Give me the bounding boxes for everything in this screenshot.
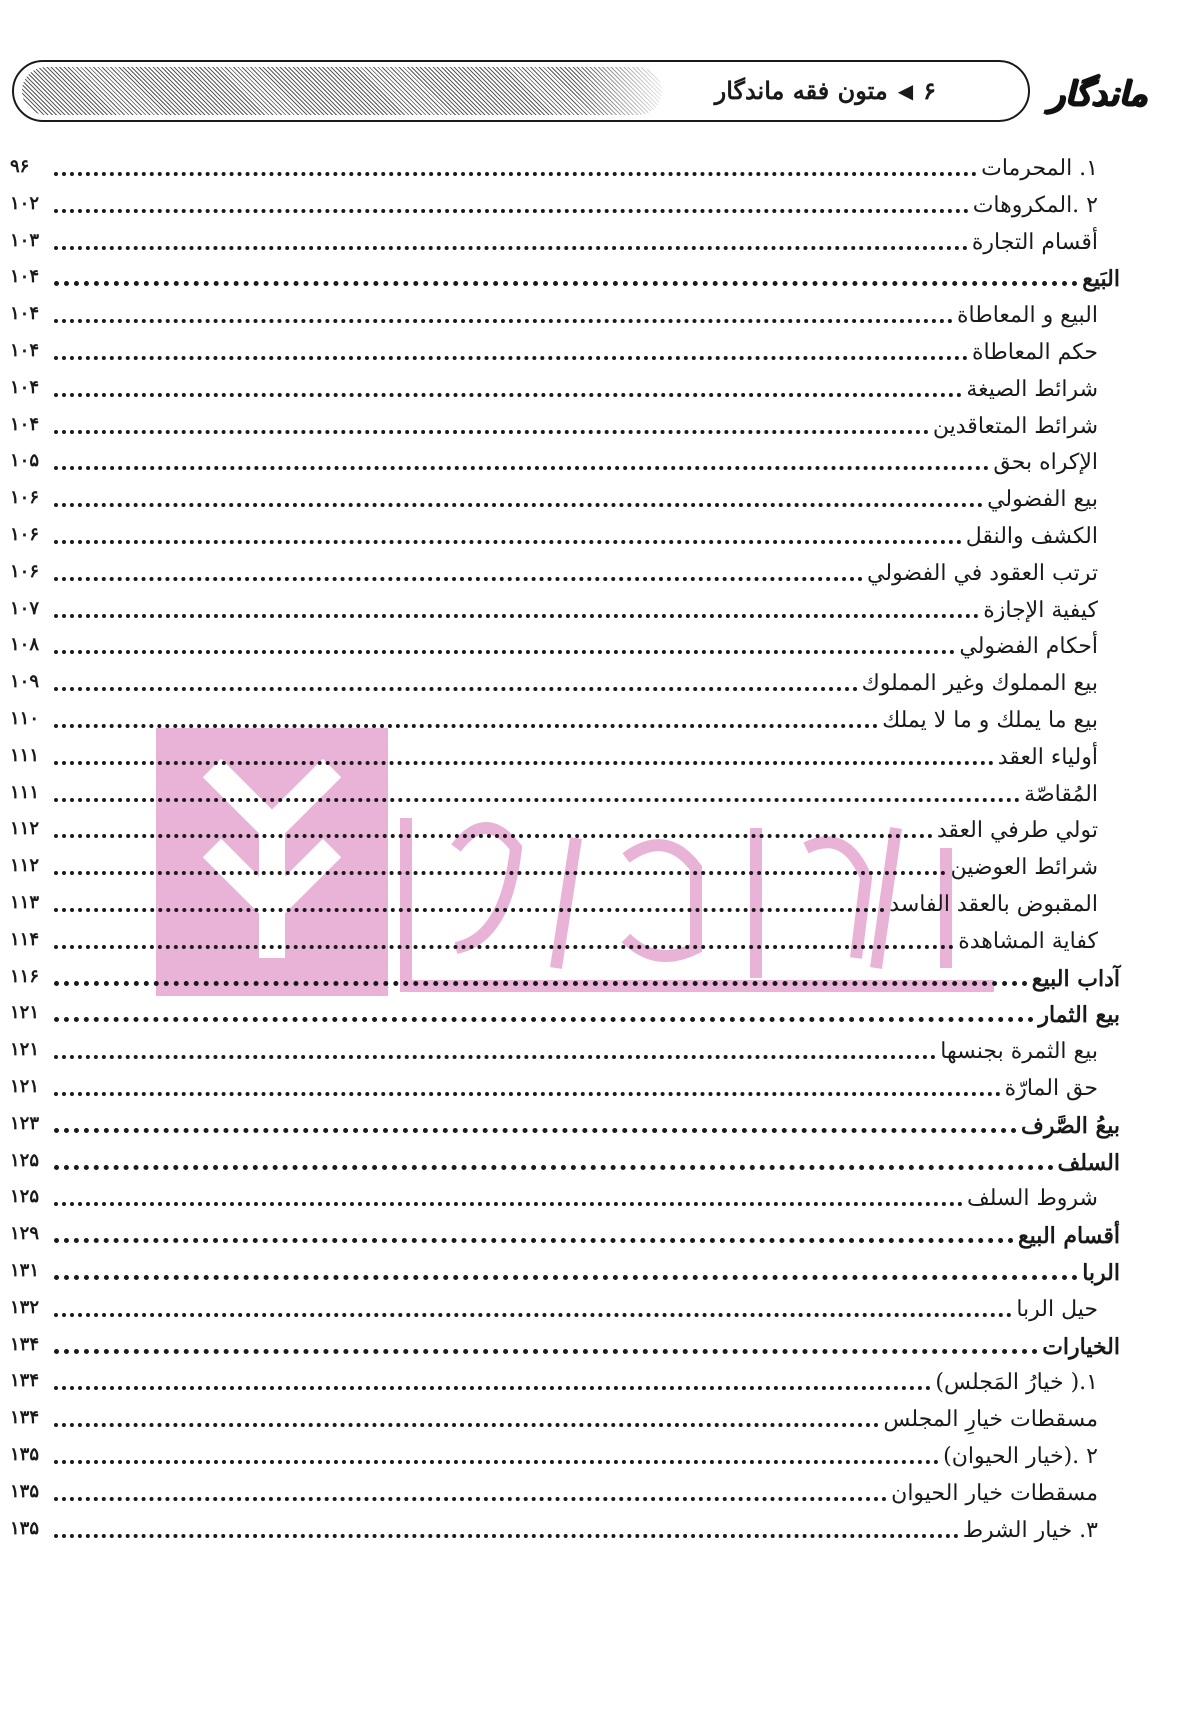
toc-entry-title: حيل الربا	[1016, 1297, 1098, 1322]
dot-leader	[54, 761, 994, 765]
toc-entry-title: آداب البيع	[1031, 966, 1120, 992]
toc-entry-page: ۱۰۸	[10, 634, 40, 655]
toc-entry-page: ۱۲۱	[10, 1002, 40, 1023]
toc-entry-title: حق المارّة	[1004, 1076, 1098, 1101]
book-title: متون فقه ماندگار	[714, 76, 888, 105]
arrow-left-icon: ◀	[897, 78, 914, 103]
toc-entry	[10, 737, 1098, 775]
toc-entry-title: تولي طرفي العقد	[936, 818, 1098, 843]
toc-entry	[10, 442, 1098, 480]
toc-entry	[10, 774, 1098, 812]
dot-leader	[54, 724, 878, 728]
page-header	[12, 56, 1164, 134]
toc-entry	[10, 1289, 1098, 1327]
running-head	[715, 76, 936, 105]
toc-entry-page: ۱۰۴	[10, 414, 40, 435]
toc-entry-title: ١. المحرمات	[981, 156, 1098, 181]
toc-entry-page: ۱۰۹	[10, 671, 40, 692]
toc-entry-title: بيع الفضولي	[987, 487, 1098, 512]
toc-entry-page: ۱۲۹	[10, 1223, 40, 1244]
page-number: ۶	[923, 76, 936, 105]
toc-entry-page: ۱۰۴	[10, 303, 40, 324]
toc-entry-title: شرائط المتعاقدين	[932, 414, 1098, 439]
toc-entry-title: الربا	[1082, 1260, 1120, 1286]
toc-entry	[10, 590, 1098, 628]
dot-leader	[54, 1128, 1017, 1133]
toc-entry	[10, 1436, 1098, 1474]
dot-leader	[54, 1386, 931, 1390]
toc-entry-page: ۱۲۵	[10, 1150, 40, 1171]
dot-leader	[54, 834, 933, 838]
dot-leader	[54, 246, 968, 250]
toc-entry-title: ٣. خيار الشرط	[962, 1518, 1098, 1543]
toc-entry-title: أقسام البيع	[1017, 1223, 1120, 1249]
dot-leader	[54, 1092, 1001, 1096]
toc-entry-title: بيع الثمرة بجنسها	[940, 1039, 1098, 1064]
toc-entry-page: ۱۰۴	[10, 377, 40, 398]
toc-entry-title: بيع الثمار	[1038, 1002, 1120, 1028]
dot-leader	[54, 1238, 1014, 1243]
toc-entry-page: ۱۲۱	[10, 1076, 40, 1097]
dot-leader	[54, 650, 955, 654]
toc-entry-title: مسقطات خيارِ المجلس	[883, 1407, 1098, 1432]
toc-entry-page: ۱۰۴	[10, 340, 40, 361]
toc-entry	[10, 958, 1120, 996]
toc-entry	[10, 700, 1098, 738]
dot-leader	[54, 1055, 936, 1059]
toc-entry	[10, 1326, 1120, 1364]
toc-entry-title: ترتب العقود في الفضولي	[867, 561, 1098, 586]
dot-leader	[54, 981, 1028, 986]
toc-entry-title: بيع ما يملك و ما لا يملك	[882, 708, 1098, 733]
toc-entry-page: ۱۱۰	[10, 708, 40, 729]
header-hatch-pattern	[22, 67, 662, 115]
toc-entry-page: ۱۱۱	[10, 745, 40, 766]
dot-leader	[54, 614, 979, 618]
toc-entry-title: المُقاصّة	[1024, 782, 1098, 807]
dot-leader	[54, 1497, 887, 1501]
toc-entry-page: ۱۱۱	[10, 782, 40, 803]
toc-entry	[10, 1142, 1120, 1180]
toc-entry-title: ٢ .المكروهات	[972, 193, 1098, 218]
dot-leader	[54, 1202, 963, 1206]
toc-entry-title: ١.( خيارُ المَجلس)	[935, 1370, 1098, 1395]
toc-entry	[10, 1031, 1098, 1069]
dot-leader	[54, 172, 977, 176]
toc-entry	[10, 1252, 1120, 1290]
toc-entry-title: المقبوض بالعقد الفاسد	[889, 892, 1098, 917]
dot-leader	[54, 503, 983, 507]
toc-entry-title: الخيارات	[1042, 1334, 1120, 1360]
toc-entry	[10, 847, 1098, 885]
toc-entry	[10, 222, 1098, 260]
toc-entry	[10, 553, 1098, 591]
toc-entry-page: ۱۲۵	[10, 1186, 40, 1207]
toc-entry-page: ۱۱۲	[10, 818, 40, 839]
toc-entry	[10, 516, 1098, 554]
dot-leader	[54, 1349, 1038, 1354]
toc-entry-page: ۱۰۵	[10, 450, 40, 471]
toc-entry	[10, 1105, 1120, 1143]
toc-entry	[10, 1399, 1098, 1437]
toc-entry	[10, 1215, 1120, 1253]
header-band	[12, 60, 1030, 122]
toc-entry-page: ۱۳۱	[10, 1260, 40, 1281]
toc-entry-page: ۱۳۲	[10, 1297, 40, 1318]
toc-entry-title: بيعُ الصَّرف	[1021, 1113, 1120, 1139]
dot-leader	[54, 798, 1020, 802]
toc-entry-page: ۱۱۳	[10, 892, 40, 913]
dot-leader	[54, 908, 885, 912]
toc-entry-page: ۱۳۵	[10, 1444, 40, 1465]
dot-leader	[54, 466, 989, 470]
toc-entry	[10, 994, 1120, 1032]
dot-leader	[54, 393, 962, 397]
toc-entry-title: أولياء العقد	[997, 745, 1098, 770]
toc-entry-page: ۱۳۴	[10, 1334, 40, 1355]
toc-entry-page: ۱۳۵	[10, 1481, 40, 1502]
toc-entry-title: الإكراه بحق	[993, 450, 1098, 475]
toc-entry-title: الكشف والنقل	[965, 524, 1098, 549]
dot-leader	[54, 1423, 879, 1427]
toc-entry-page: ۱۰۳	[10, 230, 40, 251]
toc-entry-title: شرائط الصيغة	[966, 377, 1098, 402]
toc-entry	[10, 369, 1098, 407]
dot-leader	[54, 319, 953, 323]
dot-leader	[54, 945, 954, 949]
toc-entry	[10, 884, 1098, 922]
dot-leader	[54, 430, 929, 434]
toc-entry-page: ۱۲۳	[10, 1113, 40, 1134]
toc-entry-title: أحكام الفضولي	[959, 634, 1098, 659]
toc-entry-title: مسقطات خيار الحيوان	[891, 1481, 1098, 1506]
toc-entry	[10, 185, 1098, 223]
toc-entry	[10, 810, 1098, 848]
toc-entry-page: ۱۲۱	[10, 1039, 40, 1060]
dot-leader	[54, 1017, 1034, 1022]
dot-leader	[54, 1534, 959, 1538]
toc-entry-page: ۱۰۲	[10, 193, 40, 214]
dot-leader	[54, 1275, 1078, 1280]
dot-leader	[54, 687, 858, 691]
header-hatch-fade	[574, 67, 694, 115]
dot-leader	[54, 281, 1078, 286]
toc-entry-page: ۱۰۶	[10, 487, 40, 508]
toc-entry-page: ۱۰۴	[10, 266, 40, 287]
toc-entry-page: ۱۳۵	[10, 1518, 40, 1539]
toc-entry-title: كيفية الإجازة	[983, 598, 1098, 623]
dot-leader	[54, 540, 962, 544]
dot-leader	[54, 209, 969, 213]
toc-entry	[10, 406, 1098, 444]
dot-leader	[54, 871, 946, 875]
toc-entry-title: أقسام التجارة	[971, 230, 1098, 255]
toc-entry-title: بيع المملوك وغير المملوك	[861, 671, 1098, 696]
toc-entry	[10, 332, 1098, 370]
dot-leader	[54, 1460, 939, 1464]
toc-entry	[10, 1068, 1098, 1106]
toc-entry-page: ۱۳۴	[10, 1407, 40, 1428]
toc-entry-page: ۱۱۶	[10, 966, 40, 987]
toc-entry-title: حكم المعاطاة	[972, 340, 1098, 365]
toc-entry-page: ۱۰۶	[10, 561, 40, 582]
dot-leader	[54, 356, 968, 360]
toc-entry-page: ۱۱۴	[10, 929, 40, 950]
toc-entry-title: ٢ .(خيار الحيوان)	[943, 1444, 1098, 1469]
toc-entry-page: ۱۰۷	[10, 598, 40, 619]
toc-entry-page: ۱۱۲	[10, 855, 40, 876]
toc-entry	[10, 663, 1098, 701]
toc-entry-page: ۱۳۴	[10, 1370, 40, 1391]
toc-entry	[10, 1510, 1098, 1548]
toc-entry	[10, 479, 1098, 517]
toc-entry-title: شرائط العوضين	[950, 855, 1098, 880]
toc-entry-title: البيع و المعاطاة	[956, 303, 1098, 328]
toc-entry-page: ۹۶	[10, 156, 30, 177]
toc-entry	[10, 1178, 1098, 1216]
dot-leader	[54, 577, 863, 581]
toc-entry	[10, 626, 1098, 664]
dot-leader	[54, 1165, 1054, 1170]
dot-leader	[54, 1313, 1012, 1317]
toc-entry	[10, 1362, 1098, 1400]
toc-entry	[10, 921, 1098, 959]
toc-entry	[10, 1473, 1098, 1511]
publisher-logo: ماندگار	[1048, 74, 1148, 114]
toc-entry-page: ۱۰۶	[10, 524, 40, 545]
toc-entry	[10, 148, 1098, 186]
toc-entry	[10, 258, 1120, 296]
toc-entry-title: شروط السلف	[966, 1186, 1098, 1211]
toc-entry-title: البَيع	[1082, 266, 1120, 292]
toc-entry-title: السلف	[1057, 1150, 1120, 1176]
toc-entry	[10, 295, 1098, 333]
toc-entry-title: كفاية المشاهدة	[958, 929, 1098, 954]
